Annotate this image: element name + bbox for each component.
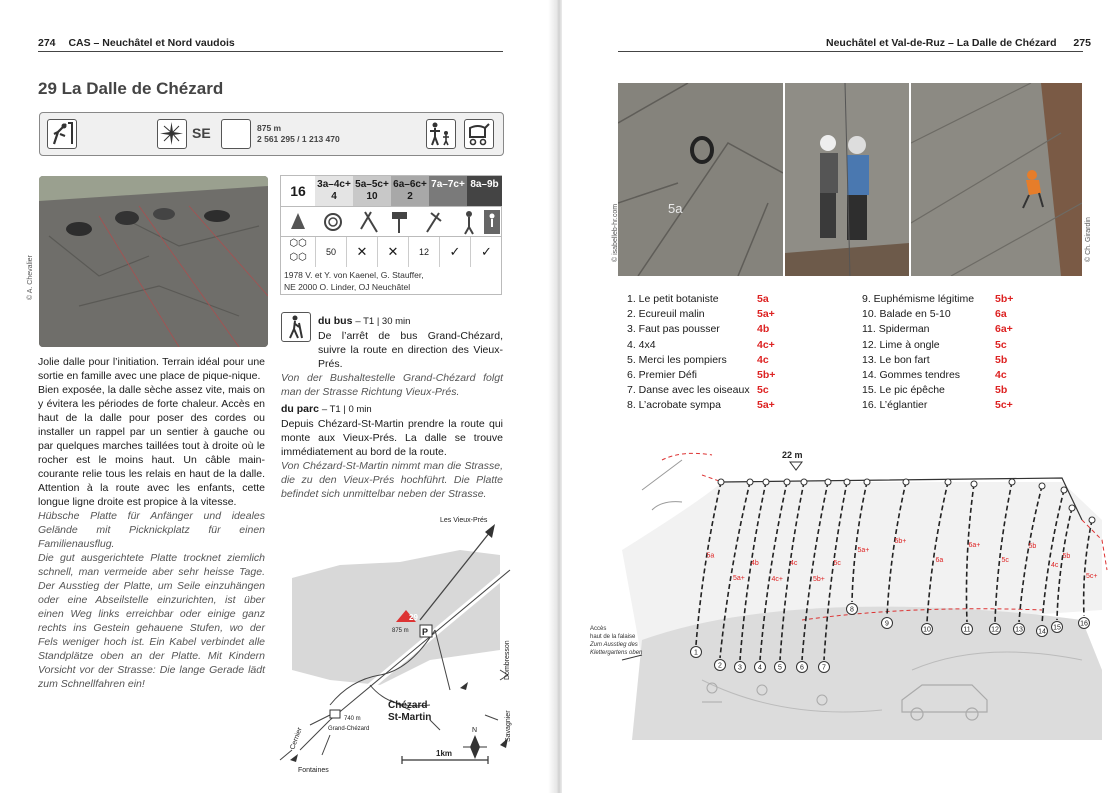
climber-icon: [47, 119, 77, 149]
access-note: [589, 626, 643, 656]
page-number-right: 275: [1073, 37, 1091, 49]
photo-hold-closeup: [618, 83, 783, 276]
right-page: [562, 0, 1118, 793]
title-text: La Dalle de Chézard: [61, 79, 224, 98]
access-parc: [281, 402, 503, 501]
route-item: 10. Balade en 5-10 6a: [862, 308, 1007, 321]
equip-value-5: ✓: [439, 237, 470, 267]
map-label-grand-chezard: Grand-Chézard: [328, 726, 370, 732]
access-map: [270, 510, 520, 775]
route-item: 9. Euphémisme légitime 5b+: [862, 293, 1014, 305]
page-number: 274: [38, 37, 56, 49]
description-fr-1: Jolie dalle pour l’initiation. Terrain idéal pour une sortie en famille avec une place de pique-nique.: [38, 356, 265, 382]
topo-anchor: [1009, 479, 1015, 485]
nut-icon: [427, 213, 441, 232]
map-label-bus-alt: 740 m: [344, 716, 361, 722]
location-info: [257, 123, 340, 145]
svg-text:Accès: Accès: [590, 626, 607, 632]
topo-route-grade: 5c: [833, 560, 841, 567]
topo-route-number: 15: [1053, 624, 1061, 632]
topo-route-grade: 4c+: [771, 576, 783, 583]
topo-route-number: 4: [758, 664, 762, 672]
topo-route-number: 14: [1038, 628, 1046, 636]
topo-route-number: 7: [822, 664, 826, 672]
equip-value-4: 12: [408, 237, 439, 267]
route-item: 12. Lime à ongle 5c: [862, 338, 1007, 351]
access-parc-meta: – T1 | 0 min: [321, 404, 372, 415]
route-item: 14. Gommes tendres 4c: [862, 368, 1007, 381]
topo-anchor: [844, 479, 850, 485]
photo-children: [785, 83, 909, 276]
topo-route-number: 8: [850, 606, 854, 614]
route-item: 13. Le bon fart 5b: [862, 353, 1008, 366]
map-label-north: N: [472, 727, 478, 734]
quickdraw-icon: [361, 212, 377, 232]
header-rule-right: [618, 51, 1083, 52]
equip-value-3: ✕: [377, 237, 408, 267]
access-bus-de: Von der Bushaltestelle Grand-Chézard folgt man der Strasse Richtung Vieux-Prés.: [281, 372, 503, 398]
rope-icon: [325, 214, 341, 230]
topo-route-number: 2: [718, 662, 722, 670]
topo-anchor: [1061, 487, 1067, 493]
hold-grid-icon: ⬡⬡ ⬡⬡: [289, 238, 307, 263]
route-item: 6. Premier Défi 5b+: [627, 368, 776, 381]
svg-text:Zum Ausstieg des: Zum Ausstieg des: [590, 642, 638, 648]
topo-route-number: 13: [1015, 626, 1023, 634]
description-de-2: Die gut ausgerichtete Platte trocknet ziemlich schnell, man vermeide aber sehr heisse Tage. Der Ausstieg der Platte, um Seile einzuhängen oder eine Abseilstelle einzurichten, ist über einen Weg links erreichbar oder einige ganz rechts ins Gestein gehauene Stufen, wo der Fels weniger hoch ist. Ein Kabel verbindet alle Standplätze oben an der Platte. Mit Kindern Vorsicht vor der Strasse: Die lange Gerade lädt zum Schnellfahren ein!: [38, 552, 265, 690]
equip-value-2: ✕: [346, 237, 377, 267]
topo-route-number: 12: [991, 626, 999, 634]
topo-anchor: [945, 479, 951, 485]
topo-anchor: [747, 479, 753, 485]
topo-anchor: [1069, 505, 1075, 511]
topo-anchor: [1039, 483, 1045, 489]
topo-route-grade: 4c: [790, 560, 798, 567]
route-item: 8. L’acrobate sympa 5a+: [627, 399, 775, 412]
running-head-right: [826, 37, 1091, 49]
photo-credit-right-1: © isabelleb-hr.com: [612, 203, 619, 262]
topo-anchor: [903, 479, 909, 485]
route-item: 5. Merci les pompiers 4c: [627, 353, 769, 366]
equipment-values-row: [281, 236, 502, 266]
topo-route-grade: 6a+: [968, 542, 981, 549]
access-parc-heading: du parc: [281, 403, 319, 415]
access-bus-heading: du bus: [318, 315, 353, 327]
description-block: [38, 355, 265, 691]
family-icon: [426, 119, 456, 149]
hammer-icon: [393, 213, 406, 233]
stroller-icon: [464, 119, 494, 149]
topo-anchor: [763, 479, 769, 485]
topo-route-number: 3: [738, 664, 742, 672]
topo-route-grade: 5b: [1062, 553, 1071, 560]
route-item: 16. L’églantier 5c+: [862, 399, 1013, 412]
topo-height-label: 22 m: [782, 450, 803, 460]
belay-icon: [465, 211, 473, 234]
map-label-st-martin: St-Martin: [388, 712, 432, 723]
topo-route-grade: 5a: [706, 552, 715, 560]
left-page: [0, 0, 556, 793]
photo-mark: 5a: [668, 201, 683, 216]
grade-header-5: 8a–9b: [467, 176, 502, 206]
topo-route-grade: 4c: [1051, 562, 1059, 569]
photo-credit-left: © A. Chevalier: [27, 255, 34, 300]
grade-header-2: 5a–5c+ 10: [353, 176, 391, 206]
topo-route-number: 16: [1080, 620, 1088, 628]
topo-route-grade: 5b+: [813, 576, 825, 583]
equipment-icon-row: [281, 206, 502, 236]
access-bus-fr: De l’arrêt de bus Grand-Chézard, suivre la route en direction des Vieux-Prés.: [318, 330, 503, 370]
equip-value-1: 50: [315, 237, 346, 267]
topo-route-grade: 5b: [1028, 543, 1037, 550]
rappel-icon: [484, 210, 500, 234]
topo-route-number: 9: [885, 620, 889, 628]
route-list-right: [862, 293, 1022, 415]
route-credits: 1978 V. et Y. von Kaenel, G. Stauffer, NE 2000 O. Linder, OJ Neuchâtel: [284, 270, 424, 292]
map-label-fontaines: Fontaines: [298, 767, 329, 774]
topo-route-number: 10: [923, 626, 931, 634]
coordinates-text: 2 561 295 / 1 213 470: [257, 134, 340, 144]
topo-route-grade: 5a+: [733, 575, 745, 582]
description-de-1: Hübsche Platte für Anfänger und ideales Gelände mit Picknickplatz für einen Familienausflug.: [38, 510, 265, 550]
title-number: 29: [38, 79, 57, 98]
topo-anchor: [1089, 517, 1095, 523]
route-item: 15. Le pic épêche 5b: [862, 384, 1008, 397]
map-label-parking: P: [422, 627, 429, 637]
access-parc-de: Von Chézard-St-Martin nimmt man die Strasse, die zu den Vieux-Prés hochführt. Die Platte befindet sich unmittelbar neben der Strasse.: [281, 460, 503, 500]
svg-text:Klettergartens oben: Klettergartens oben: [590, 650, 643, 656]
svg-text:haut de la falaise: haut de la falaise: [590, 634, 636, 640]
topo-route-grade: 6a: [935, 557, 944, 564]
crag-topo: [582, 440, 1114, 750]
map-label-site: 29: [409, 613, 418, 622]
route-item: 1. Le petit botaniste 5a: [627, 293, 769, 305]
info-bar: [39, 112, 504, 156]
access-parc-fr: Depuis Chézard-St-Martin prendre la route qui monte aux Vieux-Prés. La dalle se trouve immédiatement au bord de la route.: [281, 418, 503, 458]
map-label-cernier: Cernier: [289, 726, 304, 751]
description-fr-2: Bien exposée, la dalle sèche assez vite, mais on y évitera les périodes de forte chaleur. Accès en haut de la dalle pour poser des cordes ou installer un rappel par un sentier à gauche ou par quelques marches taillées tout à droite où le rocher est le moins haut. Un câble main-courante relie tous les relais en haut de la dalle. Attention à la route avec les enfants, cette longue ligne droite est propice à la vitesse.: [38, 384, 265, 508]
topo-anchor: [971, 481, 977, 487]
photo-credit-right-2: © Ch. Girardin: [1085, 217, 1092, 262]
topo-route-number: 1: [694, 649, 698, 657]
topo-anchor: [784, 479, 790, 485]
topo-anchor: [825, 479, 831, 485]
map-label-vieux-pres: Les Vieux-Prés: [440, 517, 488, 524]
map-label-site-alt: 875 m: [392, 628, 409, 634]
topo-route-number: 11: [963, 626, 971, 634]
photo-climber: [911, 83, 1082, 276]
topo-route-grade: 5b+: [894, 538, 907, 545]
altitude-text: 875 m: [257, 123, 282, 133]
map-label-dombresson: Dombresson: [504, 640, 511, 680]
route-count: 16: [290, 183, 306, 199]
compass-rose-icon: [157, 119, 187, 149]
running-head-text-right: Neuchâtel et Val-de-Ruz – La Dalle de Chézard: [826, 37, 1057, 49]
map-label-scale: 1km: [436, 749, 453, 758]
access-bus-meta: – T1 | 30 min: [355, 316, 411, 327]
map-label-chezard: Chézard: [388, 700, 428, 711]
orientation-label: SE: [192, 125, 211, 141]
rock-type-icon: [291, 213, 305, 229]
running-head-left: [38, 37, 235, 49]
route-item: 2. Ecureuil malin 5a+: [627, 308, 775, 321]
topo-route-grade: 4b: [751, 560, 759, 567]
map-label-savagnier: Savagnier: [505, 710, 512, 742]
page-title: [38, 79, 223, 99]
grade-header-1: 3a–4c+ 4: [315, 176, 353, 206]
topo-route-number: 5: [778, 664, 782, 672]
topo-anchor: [864, 479, 870, 485]
topo-anchor: [718, 479, 724, 485]
grade-table: [280, 175, 502, 295]
route-item: 7. Danse avec les oiseaux 5c: [627, 384, 769, 397]
route-item: 4. 4x4 4c+: [627, 338, 775, 351]
grade-header-4: 7a–7c+: [429, 176, 467, 206]
route-list-left: [627, 293, 777, 415]
topo-route-number: 6: [800, 664, 804, 672]
route-item: 11. Spiderman 6a+: [862, 323, 1013, 336]
access-bus: [281, 314, 503, 399]
topo-route-grade: 5c+: [1086, 573, 1098, 580]
route-item: 3. Faut pas pousser 4b: [627, 323, 770, 336]
topo-route-grade: 5c: [1001, 557, 1009, 564]
running-head-text: CAS – Neuchâtel et Nord vaudois: [68, 37, 235, 49]
topo-anchor: [801, 479, 807, 485]
grade-header-3: 6a–6c+ 2: [391, 176, 429, 206]
header-rule: [38, 51, 503, 52]
crag-photo-left: [39, 176, 268, 347]
topo-route-grade: 5a+: [857, 547, 870, 554]
equip-value-6: ✓: [470, 237, 502, 267]
altitude-box: [221, 119, 251, 149]
